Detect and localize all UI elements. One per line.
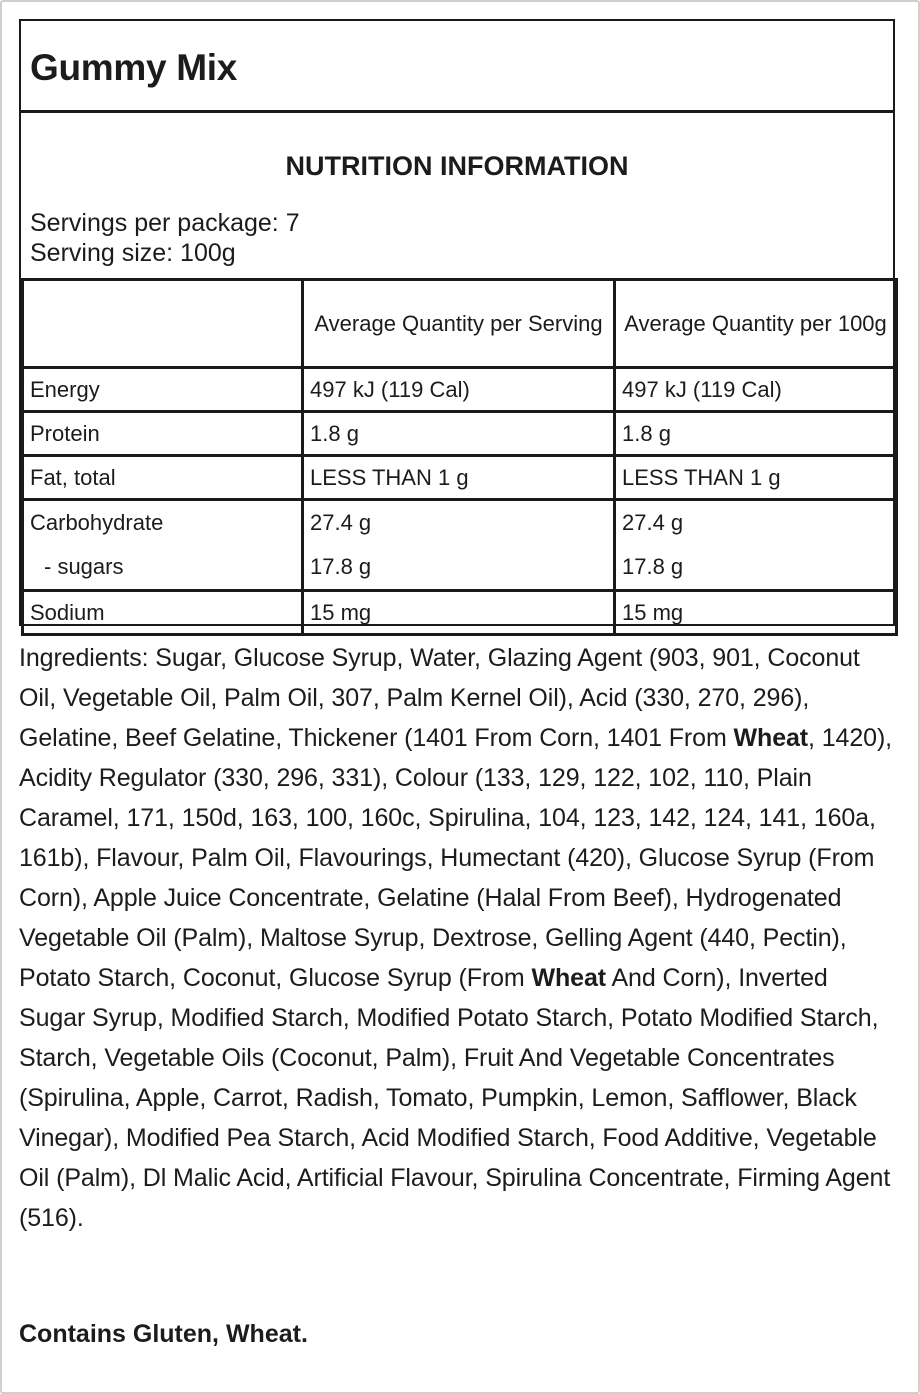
- energy-per-100g: 497 kJ (119 Cal): [615, 368, 897, 412]
- column-header-per-serving: Average Quantity per Serving: [303, 280, 615, 368]
- nutrient-label-sodium: Sodium: [23, 591, 303, 635]
- protein-per-serving: 1.8 g: [303, 412, 615, 456]
- sodium-per-serving: 15 mg: [303, 591, 615, 635]
- column-header-nutrient: [23, 280, 303, 368]
- servings-per-package: Servings per package: 7: [30, 209, 300, 237]
- allergen-wheat-1: Wheat: [733, 724, 809, 752]
- title-row: [21, 21, 893, 113]
- table-header-row: [23, 280, 897, 368]
- ingredients-part-1: Ingredients: Sugar, Glucose Syrup, Water, Glazing Agent (903, 901, Coconut Oil, Vegetable Oil, Palm Oil, 307, Palm Kernel Oil), Acid (330, 270, 296), Gelatine, Beef Gelatine, Thickener (1401 From Corn, 1401 From: [19, 644, 860, 752]
- carbohydrate-per-serving: 27.4 g: [310, 510, 372, 535]
- allergen-statement: Contains Gluten, Wheat.: [19, 1320, 308, 1348]
- nutrition-info-header: [21, 116, 893, 278]
- serving-details: [30, 208, 300, 268]
- energy-per-serving: 497 kJ (119 Cal): [303, 368, 615, 412]
- serving-size: Serving size: 100g: [30, 239, 236, 267]
- ingredients-text: [19, 638, 899, 1238]
- table-row: [23, 368, 897, 412]
- carbohydrate-per-serving-group: [303, 500, 615, 591]
- fat-per-100g: LESS THAN 1 g: [615, 456, 897, 500]
- table-row: [23, 456, 897, 500]
- carbohydrate-per-100g: 27.4 g: [622, 510, 684, 535]
- fat-per-serving: LESS THAN 1 g: [303, 456, 615, 500]
- carbohydrate-per-100g-group: [615, 500, 897, 591]
- table-row: [23, 591, 897, 635]
- nutrition-table: [21, 278, 898, 636]
- nutrient-label-protein: Protein: [23, 412, 303, 456]
- sugars-per-100g: 17.8 g: [622, 554, 684, 579]
- ingredients-part-3: And Corn), Inverted Sugar Syrup, Modified Starch, Modified Potato Starch, Potato Modified Starch, Starch, Vegetable Oils (Coconut, Palm), Fruit And Vegetable Concentrates (Spirulina, Apple, Carrot, Radish, Tomato, Pumpkin, Lemon, Safflower, Black Vinegar), Modified Pea Starch, Acid Modified Starch, Food Additive, Vegetable Oil (Palm), Dl Malic Acid, Artificial Flavour, Spirulina Concentrate, Firming Agent (516).: [19, 964, 891, 1232]
- sodium-per-100g: 15 mg: [615, 591, 897, 635]
- table-row: [23, 412, 897, 456]
- nutrient-label-energy: Energy: [23, 368, 303, 412]
- nutrient-label-carbohydrate: Carbohydrate: [30, 510, 164, 535]
- column-header-per-100g: Average Quantity per 100g: [615, 280, 897, 368]
- product-title: Gummy Mix: [30, 47, 238, 88]
- nutrient-label-fat: Fat, total: [23, 456, 303, 500]
- nutrition-label: [19, 19, 895, 626]
- nutrient-label-carbohydrate-group: [23, 500, 303, 591]
- ingredients-part-2: , 1420), Acidity Regulator (330, 296, 331), Colour (133, 129, 122, 102, 110, Plain Caramel, 171, 150d, 163, 100, 160c, Spirulina, 104, 123, 142, 124, 141, 160a, 161b), Flavour, Palm Oil, Flavourings, Humectant (420), Glucose Syrup (From Corn), Apple Juice Concentrate, Gelatine (Halal From Beef), Hydrogenated Vegetable Oil (Palm), Maltose Syrup, Dextrose, Gelling Agent (440, Pectin), Potato Starch, Coconut, Glucose Syrup (From: [19, 724, 893, 992]
- sugars-per-serving: 17.8 g: [310, 554, 372, 579]
- table-row: [23, 500, 897, 591]
- allergen-wheat-2: Wheat: [531, 964, 606, 992]
- nutrition-heading: NUTRITION INFORMATION: [285, 151, 629, 181]
- nutrient-label-sugars: - sugars: [44, 554, 124, 579]
- protein-per-100g: 1.8 g: [615, 412, 897, 456]
